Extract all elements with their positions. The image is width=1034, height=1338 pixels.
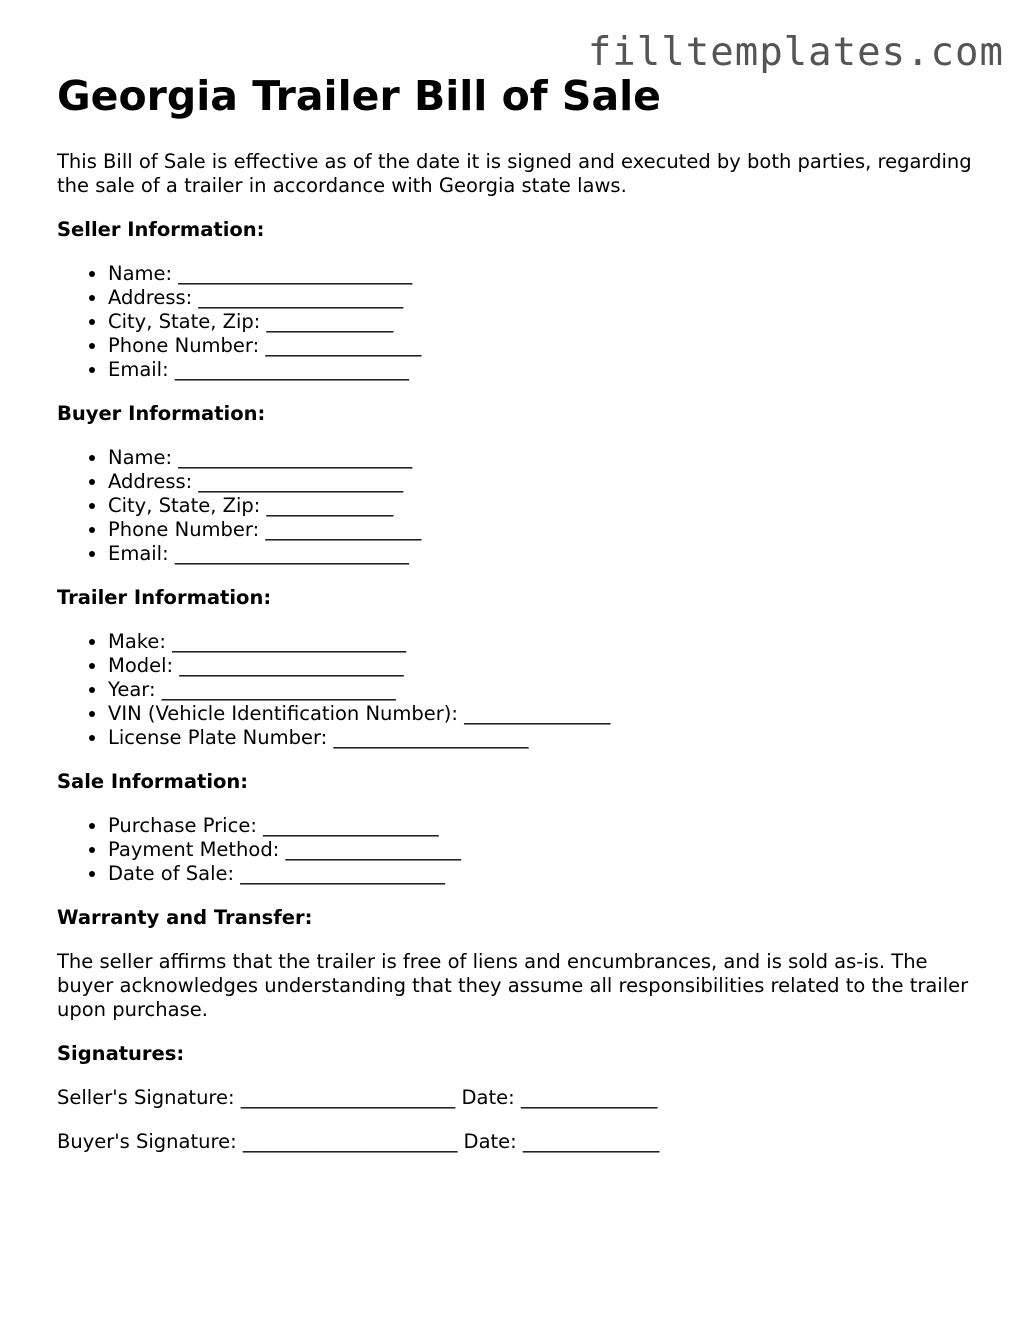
watermark-text: filltemplates.com <box>587 30 1004 75</box>
sale-section-heading: Sale Information: <box>57 770 249 793</box>
seller-city-state-zip-field[interactable]: • City, State, Zip: _____________ <box>108 310 977 334</box>
seller-email-field[interactable]: • Email: ________________________ <box>108 358 977 382</box>
payment-method-field[interactable]: • Payment Method: __________________ <box>108 838 977 862</box>
document-body <box>57 70 977 1154</box>
seller-info-list <box>57 262 977 382</box>
warranty-paragraph: The seller affirms that the trailer is free of liens and encumbrances, and is sold as-is. The buyer acknowledges understanding that they assume all responsibilities related to the trailer upon purchase. <box>57 950 969 1021</box>
buyer-email-field[interactable]: • Email: ________________________ <box>108 542 977 566</box>
buyer-city-state-zip-field[interactable]: • City, State, Zip: _____________ <box>108 494 977 518</box>
buyer-info-list <box>57 446 977 566</box>
seller-signature-line[interactable]: Seller's Signature: ______________________ Date: ______________ <box>57 1086 658 1109</box>
signatures-section-heading: Signatures: <box>57 1042 185 1065</box>
seller-name-field[interactable]: • Name: ________________________ <box>108 262 977 286</box>
trailer-vin-field[interactable]: • VIN (Vehicle Identification Number): _______________ <box>108 702 977 726</box>
seller-phone-field[interactable]: • Phone Number: ________________ <box>108 334 977 358</box>
trailer-section-heading: Trailer Information: <box>57 586 272 609</box>
warranty-section-heading: Warranty and Transfer: <box>57 906 313 929</box>
trailer-year-field[interactable]: • Year: ________________________ <box>108 678 977 702</box>
purchase-price-field[interactable]: • Purchase Price: __________________ <box>108 814 977 838</box>
document-title: Georgia Trailer Bill of Sale <box>57 72 661 120</box>
date-of-sale-field[interactable]: • Date of Sale: _____________________ <box>108 862 977 886</box>
trailer-license-plate-field[interactable]: • License Plate Number: ____________________ <box>108 726 977 750</box>
trailer-info-list <box>57 630 977 750</box>
buyer-phone-field[interactable]: • Phone Number: ________________ <box>108 518 977 542</box>
trailer-model-field[interactable]: • Model: _______________________ <box>108 654 977 678</box>
sale-info-list <box>57 814 977 886</box>
seller-section-heading: Seller Information: <box>57 218 265 241</box>
trailer-make-field[interactable]: • Make: ________________________ <box>108 630 977 654</box>
intro-paragraph: This Bill of Sale is effective as of the date it is signed and executed by both parties, regarding the sale of a trailer in accordance with Georgia state laws. <box>57 150 972 197</box>
buyer-address-field[interactable]: • Address: _____________________ <box>108 470 977 494</box>
seller-address-field[interactable]: • Address: _____________________ <box>108 286 977 310</box>
buyer-name-field[interactable]: • Name: ________________________ <box>108 446 977 470</box>
buyer-signature-line[interactable]: Buyer's Signature: ______________________ Date: ______________ <box>57 1130 660 1153</box>
buyer-section-heading: Buyer Information: <box>57 402 266 425</box>
